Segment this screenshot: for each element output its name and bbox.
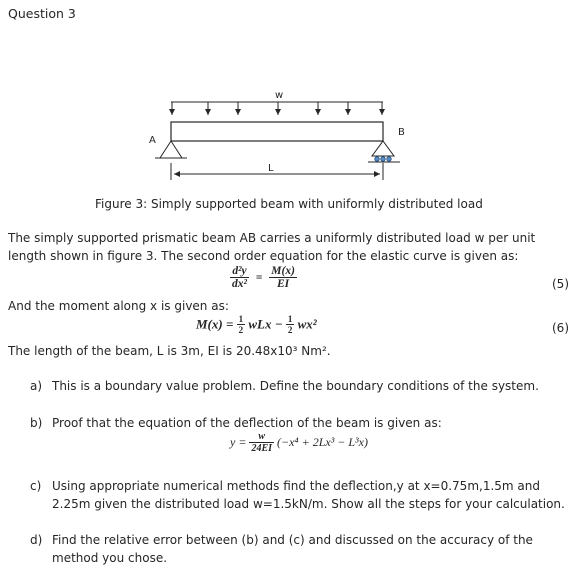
part-b-text: Proof that the equation of the deflection of the beam is given as: [52, 416, 442, 430]
intro-line-1: The simply supported prismatic beam AB carries a uniformly distributed load w per unit [8, 231, 536, 245]
given-values: The length of the beam, L is 3m, EI is 20.48x10³ Nm². [8, 344, 331, 358]
eq6-term-1: wLx − [248, 316, 283, 332]
eq5-rhs-num: M(x) [271, 265, 295, 277]
part-b-label: b) [30, 416, 43, 430]
deflection-equation [230, 431, 368, 454]
eq5-number: (5) [552, 277, 569, 291]
part-a-label: a) [30, 379, 43, 393]
part-a-text: This is a boundary value problem. Define the boundary conditions of the system. [52, 379, 539, 393]
figure-caption: Figure 3: Simply supported beam with uniformly distributed load [95, 197, 483, 211]
eq5-lhs-den: dx² [232, 278, 247, 290]
eq6-lhs: M(x) = [196, 316, 234, 332]
deflection-rhs: (−x⁴ + 2Lx³ − L³x) [277, 435, 368, 449]
pin-support-a [155, 141, 187, 158]
beam-figure [140, 85, 420, 195]
eq5-equals: = [255, 271, 263, 284]
eq6-half-2: $\frac{1}{2}$ [287, 314, 293, 335]
intro-line-2: length shown in figure 3. The second order equation for the elastic curve is given as: [8, 249, 519, 263]
part-c-line-1: Using appropriate numerical methods find the deflection,y at x=0.75m,1.5m and [52, 479, 540, 493]
part-c-line-2: 2.25m given the distributed load w=1.5kN/m. Show all the steps for your calculation. [52, 497, 565, 511]
load-label: w [275, 90, 284, 101]
support-b-label: B [398, 127, 405, 138]
support-a-label: A [149, 135, 156, 146]
eq5-lhs-fraction [230, 265, 249, 290]
length-label: L [268, 163, 274, 174]
load-arrows [172, 102, 382, 115]
eq5-rhs-fraction [269, 265, 297, 290]
deflection-fraction: $\frac{w}{24EI}$ [251, 431, 272, 454]
length-dimension [171, 163, 383, 180]
eq5-rhs-den: EI [269, 277, 297, 290]
equation-6 [196, 314, 317, 335]
part-d-line-2: method you chose. [52, 551, 168, 565]
eq5-lhs-num: d²y [232, 265, 247, 277]
roller-support-b [368, 141, 400, 162]
deflection-lhs: y = [230, 435, 247, 449]
beam-diagram [140, 85, 420, 195]
part-c-label: c) [30, 479, 42, 493]
question-heading: Question 3 [8, 6, 76, 21]
part-d-line-1: Find the relative error between (b) and (c) and discussed on the accuracy of the [52, 533, 533, 547]
eq6-half-1: $\frac{1}{2}$ [238, 314, 244, 335]
beam [171, 122, 383, 141]
eq6-term-2: wx² [297, 316, 317, 332]
moment-intro: And the moment along x is given as: [8, 299, 229, 313]
equation-5 [230, 265, 297, 290]
eq6-number: (6) [552, 321, 569, 335]
part-d-label: d) [30, 533, 43, 547]
